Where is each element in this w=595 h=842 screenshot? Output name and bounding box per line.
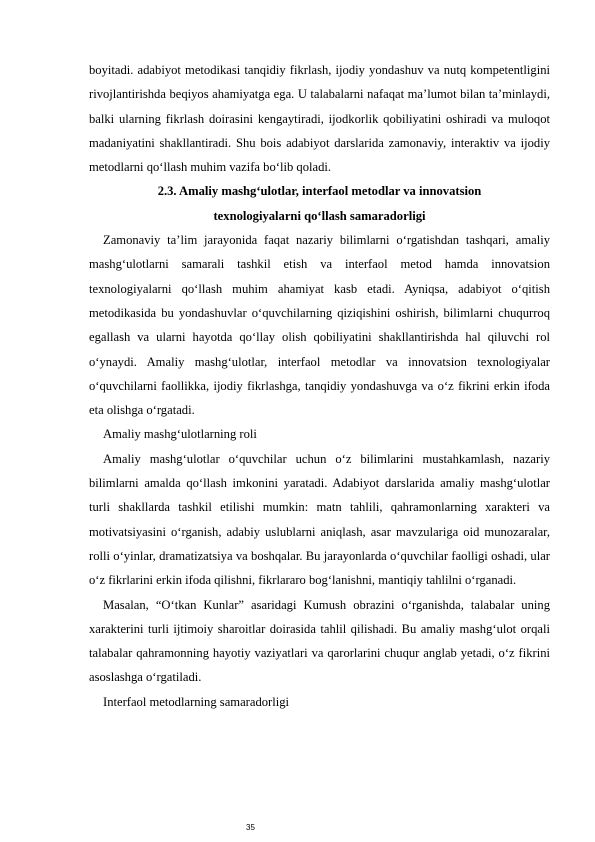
section-heading-line1: 2.3. Amaliy mashg‘ulotlar, interfaol metodlar va innovatsion — [157, 184, 482, 199]
paragraph-intro: boyitadi. adabiyot metodikasi tanqidiy fikrlash, ijodiy yondashuv va nutq kompetentligini rivojlantirishda beqiyos ahamiyatga ega. U talabalarni nafaqat ma’lumot bilan ta’minlaydi, balki ularning fikrlash doirasini kengaytiradi, ijodkorlik qobiliyatini oshiradi va muloqot madaniyatini shakllantiradi. Shu bois adabiyot darslarida zamonaviy, interaktiv va ijodiy metodlarni qo‘llash muhim vazifa bo‘lib qoladi. — [89, 63, 550, 175]
paragraph-example: Masalan, “O‘tkan Kunlar” asaridagi Kumush obrazini o‘rganishda, talabalar uning xarakterini turli ijtimoiy sharoitlar doirasida tahlil qilishadi. Bu amaliy mashg‘ulot orqali talabalar qahramonning hayotiy vaziyatlari va qarorlarini chuqur anglab yetadi, o‘z fikrini asoslashga o‘rgatiladi. — [89, 597, 550, 685]
paragraph-modern-education: Zamonaviy ta’lim jarayonida faqat nazariy bilimlarni o‘rgatishdan tashqari, amaliy mashg‘ulotlarni samarali tashkil etish va interfaol metod hamda innovatsion texnologiyalarni qo‘llash muhim ahamiyat kasb etadi. Ayniqsa, adabiyot o‘qitish metodikasida bu yondashuvlar o‘quvchilarning qiziqishini oshirish, bilimlarni chuqurroq egallash va ularni hayotda qo‘llay olish qobiliyatini shakllantirishda hal qiluvchi rol o‘ynaydi. Amaliy mashg‘ulotlar, interfaol metodlar va innovatsion texnologiyalar o‘quvchilarni faollikka, ijodiy fikrlashga, tanqidiy yondashuvga va o‘z fikrini erkin ifoda eta olishga o‘rgatadi. — [89, 233, 550, 418]
document-page — [89, 58, 550, 714]
paragraph-practical-lessons: Amaliy mashg‘ulotlar o‘quvchilar uchun o‘z bilimlarini mustahkamlash, nazariy bilimlarni amalda qo‘llash imkonini yaratadi. Adabiyot darslarida amaliy mashg‘ulotlar turli shakllarda tashkil etilishi mumkin: matn tahlili, qahramonlarning xarakteri va motivatsiyasini o‘rganish, adabiy uslublarni aniqlash, asar mavzulariga oid munozaralar, rolli o‘yinlar, dramatizatsiya va boshqalar. Bu jarayonlarda o‘quvchilar faolligi oshadi, ular o‘z fikrlarini erkin ifoda qilishni, fikrlararo bog‘lanishni, mantiqiy tahlilni o‘rganadi. — [89, 451, 550, 588]
subheading-practical-role: Amaliy mashg‘ulotlarning roli — [103, 427, 257, 442]
section-heading-line2: texnologiyalarni qo‘llash samaradorligi — [213, 208, 426, 223]
page-number: 35 — [246, 823, 255, 832]
subheading-interactive-methods: Interfaol metodlarning samaradorligi — [103, 694, 290, 709]
